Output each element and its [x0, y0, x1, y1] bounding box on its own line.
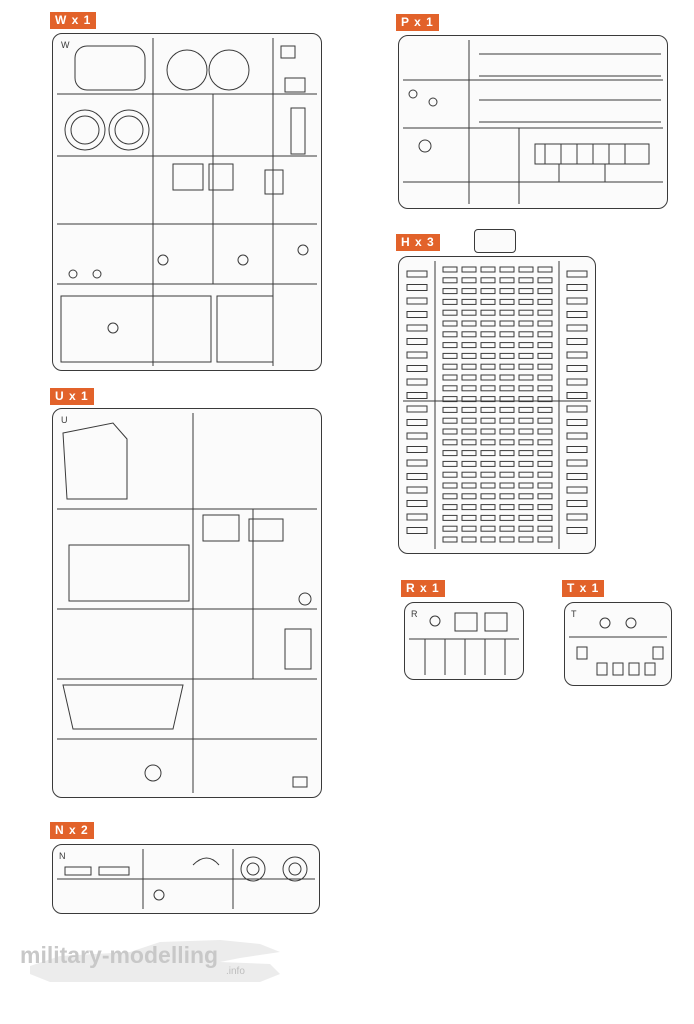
side-part	[407, 501, 427, 507]
watermark-suffix: .info	[226, 966, 245, 977]
sprue-u-label: U x 1	[50, 388, 94, 405]
track-link-part	[481, 505, 495, 510]
side-part	[407, 474, 427, 480]
track-link-part	[462, 515, 476, 520]
track-link-part	[500, 472, 514, 477]
track-link-part	[481, 310, 495, 315]
track-link-part	[481, 515, 495, 520]
side-part	[407, 298, 427, 304]
track-link-part	[500, 332, 514, 337]
track-link-part	[519, 343, 533, 348]
track-link-part	[519, 407, 533, 412]
side-part	[407, 528, 427, 534]
sprue-p	[398, 35, 668, 209]
track-link-part	[481, 343, 495, 348]
side-part	[567, 312, 587, 318]
track-link-part	[481, 429, 495, 434]
side-part	[567, 379, 587, 385]
track-link-part	[519, 494, 533, 499]
track-link-part	[500, 418, 514, 423]
sprue-r-label: R x 1	[401, 580, 445, 597]
track-link-part	[500, 505, 514, 510]
track-link-part	[443, 332, 457, 337]
track-link-part	[462, 267, 476, 272]
track-link-part	[481, 353, 495, 358]
sprue-t-label: T x 1	[562, 580, 604, 597]
track-link-part	[500, 407, 514, 412]
track-link-part	[500, 299, 514, 304]
track-link-part	[481, 267, 495, 272]
track-link-part	[538, 289, 552, 294]
track-link-part	[500, 537, 514, 542]
track-link-part	[519, 267, 533, 272]
track-link-part	[462, 505, 476, 510]
track-link-part	[538, 310, 552, 315]
track-link-part	[538, 321, 552, 326]
sprue-t-letter: T	[571, 609, 577, 619]
track-link-part	[481, 537, 495, 542]
track-link-part	[538, 278, 552, 283]
side-part	[567, 298, 587, 304]
track-link-part	[443, 494, 457, 499]
track-link-part	[462, 321, 476, 326]
track-link-part	[462, 429, 476, 434]
track-link-part	[519, 332, 533, 337]
side-part	[407, 339, 427, 345]
track-link-part	[500, 494, 514, 499]
side-part	[567, 285, 587, 291]
track-link-part	[443, 289, 457, 294]
track-link-part	[481, 278, 495, 283]
side-part	[407, 352, 427, 358]
track-link-part	[481, 332, 495, 337]
sprue-r-letter: R	[411, 609, 418, 619]
track-link-part	[481, 299, 495, 304]
track-link-part	[538, 526, 552, 531]
track-link-part	[481, 407, 495, 412]
side-part	[567, 528, 587, 534]
track-link-part	[462, 343, 476, 348]
track-link-part	[538, 494, 552, 499]
track-link-part	[443, 407, 457, 412]
track-link-part	[462, 386, 476, 391]
sprue-n-letter: N	[59, 851, 66, 861]
track-link-part	[443, 483, 457, 488]
side-part	[407, 393, 427, 399]
gear-part-right	[283, 857, 307, 881]
track-link-part	[462, 418, 476, 423]
track-link-part	[519, 289, 533, 294]
track-link-part	[500, 515, 514, 520]
track-link-part	[443, 278, 457, 283]
track-link-part	[538, 505, 552, 510]
track-link-part	[538, 353, 552, 358]
side-part	[567, 325, 587, 331]
track-link-part	[519, 310, 533, 315]
track-link-part	[481, 451, 495, 456]
track-link-part	[462, 494, 476, 499]
side-part	[407, 366, 427, 372]
sprue-h-drawing	[399, 257, 595, 553]
side-part	[407, 406, 427, 412]
track-link-part	[519, 299, 533, 304]
track-link-part	[538, 343, 552, 348]
track-link-part	[481, 418, 495, 423]
track-link-part	[538, 429, 552, 434]
track-link-part	[443, 537, 457, 542]
track-link-part	[443, 310, 457, 315]
sprue-n-label: N x 2	[50, 822, 94, 839]
track-link-part	[462, 289, 476, 294]
track-link-part	[462, 461, 476, 466]
track-link-part	[538, 407, 552, 412]
track-link-part	[519, 472, 533, 477]
side-part	[407, 379, 427, 385]
track-link-part	[443, 526, 457, 531]
track-link-part	[443, 353, 457, 358]
track-link-part	[538, 537, 552, 542]
track-link-part	[500, 364, 514, 369]
track-link-part	[481, 321, 495, 326]
track-link-part	[443, 515, 457, 520]
track-link-part	[538, 451, 552, 456]
track-link-part	[538, 440, 552, 445]
side-part	[407, 420, 427, 426]
track-link-part	[462, 472, 476, 477]
track-link-part	[462, 278, 476, 283]
side-part	[407, 433, 427, 439]
side-part	[567, 487, 587, 493]
sprue-t-drawing	[565, 603, 671, 685]
track-link-part	[519, 418, 533, 423]
track-link-part	[481, 526, 495, 531]
side-part	[407, 285, 427, 291]
track-link-part	[443, 343, 457, 348]
side-part	[567, 366, 587, 372]
track-link-part	[500, 321, 514, 326]
side-part	[407, 487, 427, 493]
track-link-part	[481, 364, 495, 369]
side-part	[567, 271, 587, 277]
side-part	[407, 271, 427, 277]
track-link-part	[538, 386, 552, 391]
sprue-u	[52, 408, 322, 798]
track-link-part	[462, 299, 476, 304]
track-link-part	[443, 386, 457, 391]
side-part	[567, 460, 587, 466]
side-part	[567, 433, 587, 439]
side-part	[407, 514, 427, 520]
track-link-part	[538, 472, 552, 477]
track-link-part	[519, 353, 533, 358]
track-link-part	[481, 472, 495, 477]
track-link-part	[462, 310, 476, 315]
track-link-part	[538, 267, 552, 272]
sprue-h	[398, 256, 596, 554]
track-link-part	[462, 364, 476, 369]
track-link-part	[443, 461, 457, 466]
track-link-part	[462, 440, 476, 445]
watermark-text: military-modelling	[20, 942, 219, 968]
track-link-part	[443, 299, 457, 304]
track-link-part	[500, 483, 514, 488]
track-link-part	[462, 332, 476, 337]
sprue-h-tab	[474, 229, 516, 253]
sprue-u-letter: U	[61, 415, 68, 425]
track-link-part	[443, 267, 457, 272]
sprue-w-label: W x 1	[50, 12, 96, 29]
track-link-part	[500, 289, 514, 294]
track-link-part	[519, 375, 533, 380]
side-part	[567, 447, 587, 453]
track-link-part	[481, 375, 495, 380]
track-link-part	[519, 505, 533, 510]
sprue-n-drawing	[53, 845, 319, 913]
track-link-part	[519, 451, 533, 456]
side-part	[567, 514, 587, 520]
sprue-t	[564, 602, 672, 686]
sprue-p-label: P x 1	[396, 14, 439, 31]
track-link-part	[500, 343, 514, 348]
track-link-part	[462, 353, 476, 358]
sprue-w-letter: W	[61, 40, 70, 50]
track-link-part	[519, 386, 533, 391]
track-link-part	[500, 375, 514, 380]
track-link-part	[519, 537, 533, 542]
track-link-part	[538, 332, 552, 337]
track-link-part	[519, 278, 533, 283]
sprue-p-drawing	[399, 36, 667, 208]
track-link-part	[462, 451, 476, 456]
gear-part-left	[241, 857, 265, 881]
sprue-r	[404, 602, 524, 680]
track-link-part	[500, 429, 514, 434]
track-link-part	[481, 289, 495, 294]
track-link-part	[538, 364, 552, 369]
track-link-part	[462, 407, 476, 412]
track-link-part	[481, 461, 495, 466]
track-link-part	[443, 375, 457, 380]
track-link-part	[462, 537, 476, 542]
track-link-part	[500, 310, 514, 315]
track-link-part	[519, 440, 533, 445]
track-link-part	[519, 461, 533, 466]
track-link-part	[481, 440, 495, 445]
track-link-part	[519, 515, 533, 520]
track-link-part	[443, 321, 457, 326]
sprue-h-label: H x 3	[396, 234, 440, 251]
sprue-r-drawing	[405, 603, 523, 679]
track-link-part	[500, 526, 514, 531]
track-link-part	[443, 364, 457, 369]
side-part	[407, 312, 427, 318]
track-link-part	[500, 278, 514, 283]
sprue-w	[52, 33, 322, 371]
side-part	[407, 447, 427, 453]
side-part	[407, 460, 427, 466]
track-link-part	[500, 386, 514, 391]
track-link-part	[481, 386, 495, 391]
side-part	[567, 474, 587, 480]
sprue-n	[52, 844, 320, 914]
track-link-part	[538, 375, 552, 380]
track-link-part	[519, 321, 533, 326]
track-link-part	[519, 364, 533, 369]
track-link-part	[538, 299, 552, 304]
track-link-part	[443, 451, 457, 456]
track-link-part	[519, 429, 533, 434]
side-part	[567, 501, 587, 507]
track-link-part	[500, 353, 514, 358]
track-link-part	[538, 418, 552, 423]
track-link-part	[500, 267, 514, 272]
track-link-part	[500, 440, 514, 445]
track-link-part	[462, 375, 476, 380]
track-link-part	[500, 461, 514, 466]
side-part	[567, 406, 587, 412]
sprue-u-drawing	[53, 409, 321, 797]
track-link-part	[481, 483, 495, 488]
side-part	[567, 420, 587, 426]
track-link-part	[443, 429, 457, 434]
track-link-part	[538, 461, 552, 466]
sprue-w-drawing	[53, 34, 321, 370]
track-link-part	[538, 515, 552, 520]
track-link-part	[443, 440, 457, 445]
track-link-part	[443, 472, 457, 477]
side-part	[567, 352, 587, 358]
track-link-part	[443, 418, 457, 423]
track-link-part	[500, 451, 514, 456]
track-link-part	[519, 483, 533, 488]
track-link-part	[462, 526, 476, 531]
track-link-part	[538, 483, 552, 488]
track-link-part	[443, 505, 457, 510]
side-part	[407, 325, 427, 331]
track-link-part	[519, 526, 533, 531]
track-link-part	[481, 494, 495, 499]
side-part	[567, 339, 587, 345]
side-part	[567, 393, 587, 399]
track-link-part	[462, 483, 476, 488]
